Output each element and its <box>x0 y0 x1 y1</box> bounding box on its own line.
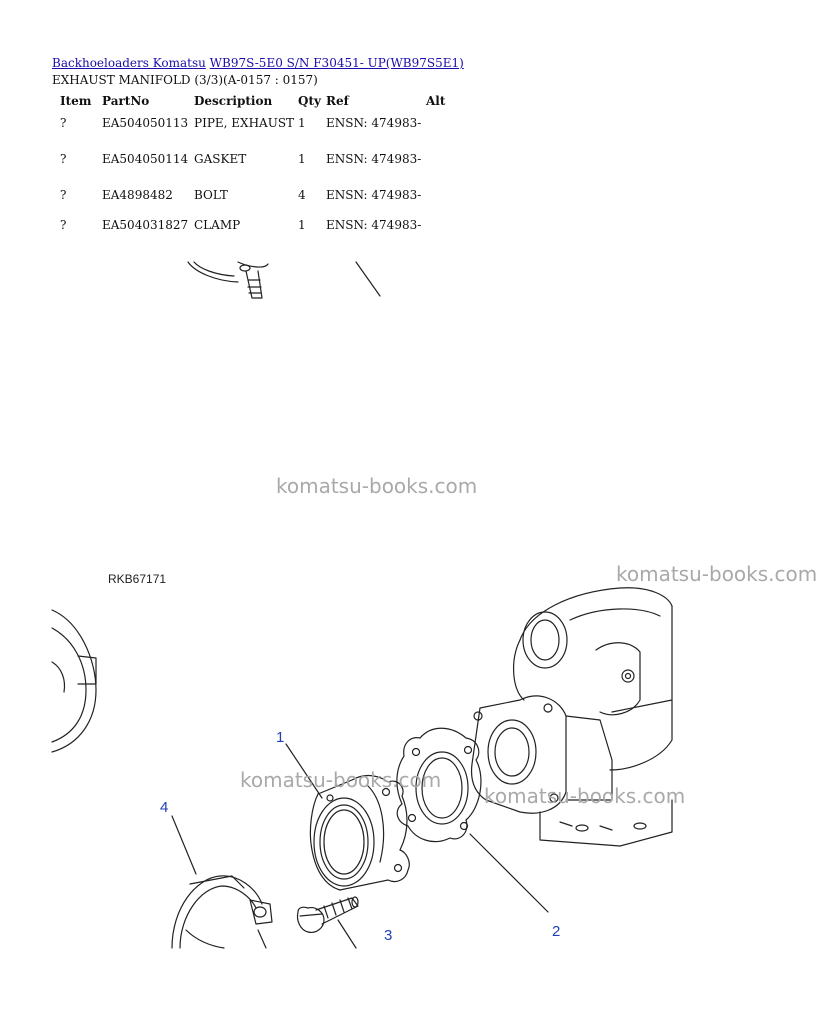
cell-ref: ENSN: 474983- <box>326 218 422 232</box>
column-header-partno: PartNo <box>102 94 150 108</box>
cell-ref: ENSN: 474983- <box>326 188 422 202</box>
cell-qty: 1 <box>298 218 306 232</box>
left-flange-fragment <box>52 610 96 752</box>
column-header-alt: Alt <box>426 94 446 108</box>
callout-1: 1 <box>276 729 285 746</box>
cell-ref: ENSN: 474983- <box>326 152 422 166</box>
cell-item: ? <box>60 188 67 202</box>
watermark: komatsu-books.com <box>616 562 817 586</box>
clamp-drawing <box>172 876 272 948</box>
cell-item: ? <box>60 116 67 130</box>
watermark: komatsu-books.com <box>240 768 442 792</box>
breadcrumb-link-model[interactable]: WB97S-5E0 S/N F30451- UP(WB97S5E1) <box>209 56 464 70</box>
cell-description: PIPE, EXHAUST <box>194 116 295 130</box>
cell-qty: 1 <box>298 116 306 130</box>
watermark: komatsu-books.com <box>276 474 478 498</box>
watermark: komatsu-books.com <box>484 784 686 808</box>
cell-item: ? <box>60 152 67 166</box>
callout-2: 2 <box>552 923 561 940</box>
leader-line-3 <box>338 920 356 948</box>
bolt-drawing <box>297 897 358 932</box>
callout-3: 3 <box>384 927 393 944</box>
column-header-ref: Ref <box>326 94 349 108</box>
leader-line-2 <box>470 834 548 912</box>
column-header-description: Description <box>194 94 273 108</box>
exhaust-pipe-drawing <box>310 776 409 890</box>
cell-ref: ENSN: 474983- <box>326 116 422 130</box>
cell-partno: EA504050114 <box>102 152 189 166</box>
cell-partno: EA504050113 <box>102 116 189 130</box>
cell-qty: 1 <box>298 152 306 166</box>
column-header-qty: Qty <box>298 94 321 108</box>
cell-partno: EA4898482 <box>102 188 173 202</box>
breadcrumb-link-category[interactable]: Backhoeloaders Komatsu <box>52 56 206 70</box>
top-clamp-fragment <box>188 262 268 298</box>
leader-line-4 <box>172 816 196 874</box>
cell-item: ? <box>60 218 67 232</box>
page-subtitle: EXHAUST MANIFOLD (3/3)(A-0157 : 0157) <box>52 73 318 87</box>
figure-id: RKB67171 <box>108 572 167 586</box>
top-leader-line <box>356 262 380 296</box>
cell-description: GASKET <box>194 152 247 166</box>
cell-description: BOLT <box>194 188 228 202</box>
cell-qty: 4 <box>298 188 306 202</box>
column-header-item: Item <box>60 94 92 108</box>
cell-description: CLAMP <box>194 218 241 232</box>
callout-4: 4 <box>160 799 169 816</box>
cell-partno: EA504031827 <box>102 218 189 232</box>
